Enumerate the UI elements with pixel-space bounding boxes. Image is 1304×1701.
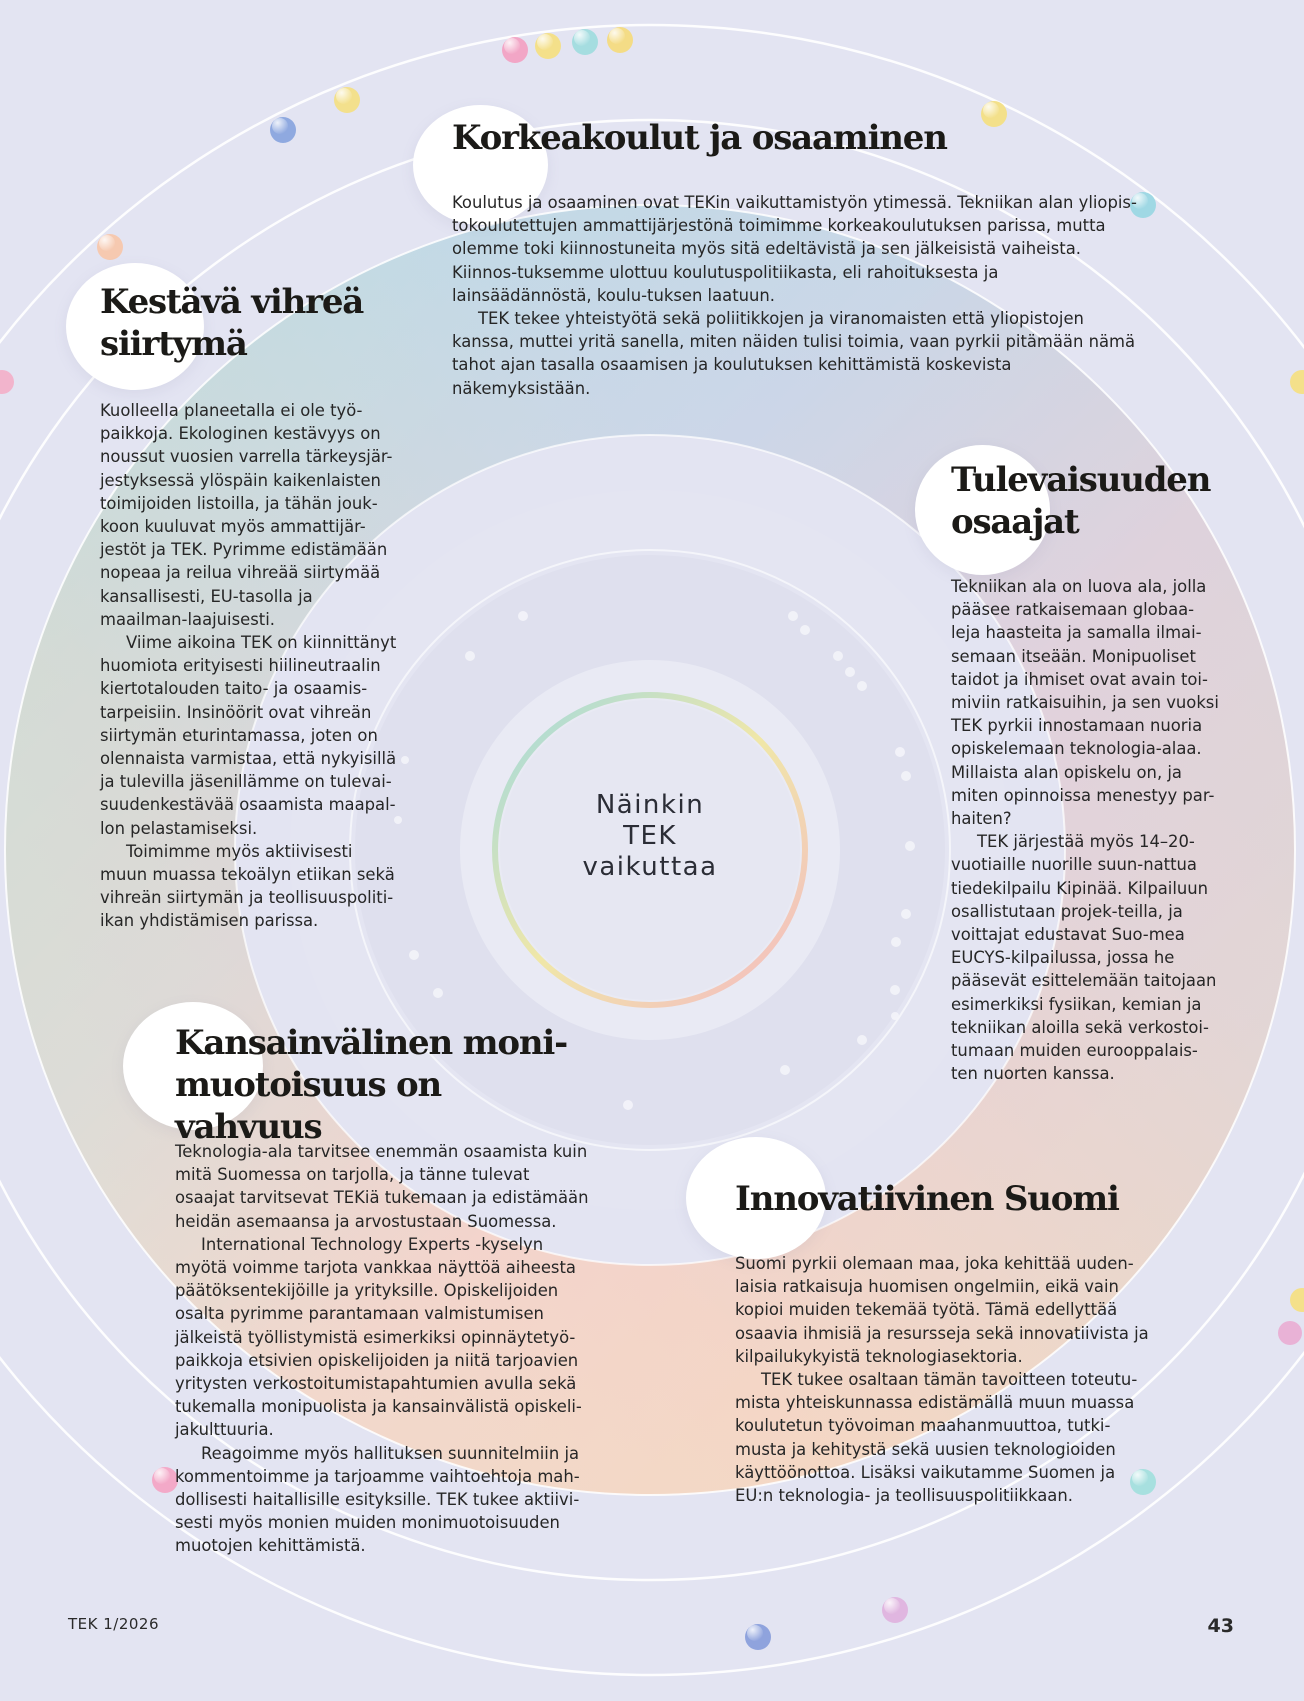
- section-body-kestava: [100, 399, 400, 933]
- section-title-innovatiivinen: Innovatiivinen Suomi: [735, 1179, 1119, 1219]
- paragraph: TEK tekee yhteistyötä sekä poliitikkojen ja viranomaisten että yliopistojen kanssa, muttei yritä sanella, miten näiden tulisi toimia, vaan pyrkii pitämään nämä tahot ajan tasalla osaamisen ja koulutuksen kehittämistä koskevista näkemyksistään.: [452, 309, 1136, 398]
- paragraph: Kuolleella planeetalla ei ole työ-paikkoja. Ekologinen kestävyys on noussut vuosien varrella tärkeysjär-jestyksessä ylöspäin kaikenlaisten toimijoiden listoilla, ja tähän jouk-koon kuuluvat myös ammattijär-jestöt ja TEK. Pyrimme edistämään nopeaa ja reilua vihreää siirtymää kansallisesti, EU-tasolla ja maailman-laajuisesti.: [100, 401, 393, 629]
- section-title-kansainvalinen: Kansainvälinen moni-muotoisuus on vahvuus: [175, 1023, 568, 1147]
- paragraph: Viime aikoina TEK on kiinnittänyt huomiota erityisesti hiilineutraalin kiertotalouden taito- ja osaamis-tarpeisiin. Insinöörit ovat vihreän siirtymän eturintamassa, joten on olennaista varmistaa, että nykyisillä ja tulevilla jäsenillämme on tulevai-suudenkestävää osaamista maapal-lon pelastamiseksi.: [100, 633, 397, 838]
- section-title-korkeakoulut: Korkeakoulut ja osaaminen: [452, 118, 947, 158]
- paragraph: Teknologia-ala tarvitsee enemmän osaamista kuin mitä Suomessa on tarjolla, ja tänne tulevat osaajat tarvitsevat TEKiä tukemaan ja edistämään heidän asemaansa ja arvostustaan Suomessa.: [175, 1142, 589, 1231]
- center-title: Näinkin TEK vaikuttaa: [582, 790, 718, 882]
- section-title-tulevaisuuden: Tulevaisuuden osaajat: [951, 460, 1211, 542]
- paragraph: Koulutus ja osaaminen ovat TEKin vaikuttamistyön ytimessä. Tekniikan alan yliopis-tokoulutettujen ammattijärjestönä toimimme korkeakoulutuksen parissa, mutta olemme toki kiinnostuneita myös sitä edeltävistä ja sen jälkeisistä vaiheista. Kiinnos-tuksemme ulottuu koulutuspolitiikasta, eli rahoituksesta ja lainsäädännöstä, koulu-tuksen laatuun.: [452, 193, 1137, 305]
- paragraph: Reagoimme myös hallituksen suunnitelmiin ja kommentoimme ja tarjoamme vaihtoehtoja mah-dollisesti haitallisille esityksille. TEK tukee aktiivi-sesti myös monien muiden monimuotoisuuden muotojen kehittämistä.: [175, 1443, 580, 1556]
- paragraph: Toimimme myös aktiivisesti muun muassa tekoälyn etiikan sekä vihreän siirtymän ja teollisuuspoliti-ikan yhdistämisen parissa.: [100, 841, 395, 931]
- section-body-tulevaisuuden: [951, 575, 1221, 1085]
- section-body-innovatiivinen: [735, 1252, 1150, 1507]
- page-number: 43: [1207, 1615, 1234, 1637]
- paragraph: TEK järjestää myös 14–20-vuotiaille nuorille suun-nattua tiedekilpailu Kipinää. Kilpailuun osallistutaan projek-teilla, ja voittajat edustavat Suo-mea EUCYS-kilpailussa, jossa he pääsevät esittelemään taitojaan esimerkiksi fysiikan, kemian ja tekniikan aloilla sekä verkostoi-tumaan muiden eurooppalais-ten nuorten kanssa.: [951, 832, 1217, 1084]
- section-title-kestava: Kestävä vihreä siirtymä: [100, 282, 364, 364]
- issue-label: TEK 1/2026: [68, 1615, 160, 1633]
- paragraph: TEK tukee osaltaan tämän tavoitteen toteutu-mista yhteiskunnassa edistämällä muun muassa koulutetun työvoiman maahanmuuttoa, tutki-musta ja kehitystä sekä uusien teknologioiden käyttöönottoa. Lisäksi vaikutamme Suomen ja EU:n teknologia- ja teollisuuspolitiikkaan.: [735, 1370, 1138, 1506]
- paragraph: Suomi pyrkii olemaan maa, joka kehittää uuden-laisia ratkaisuja huomisen ongelmiin, eikä vain kopioi muiden tekemää työtä. Tämä edellyttää osaavia ihmisiä ja resursseja sekä innovatiivista ja kilpailukykyistä teknologiasektoria.: [735, 1254, 1149, 1366]
- paragraph: Tekniikan ala on luova ala, jolla pääsee ratkaisemaan globaa-leja haasteita ja samalla ilmai-semaan itseään. Monipuoliset taidot ja ihmiset ovat avain toi-miviin ratkaisuihin, ja sen vuoksi TEK pyrkii innostamaan nuoria opiskelemaan teknologia-alaa. Millaista alan opiskelu on, ja miten opinnoissa menestyy par-haiten?: [951, 577, 1219, 829]
- paragraph: International Technology Experts -kyselyn myötä voimme tarjota vankkaa näyttöä aiheesta päätöksentekijöille ja yrityksille. Opiskelijoiden osalta pyrimme parantamaan valmistumisen jälkeistä työllistymistä esimerkiksi opinnäytetyö-paikkoja etsivien opiskelijoiden ja niitä tarjoavien yritysten verkostoitumistapahtumien avulla sekä tukemalla monipuolista ja kansainvälistä opiskeli-jakulttuuria.: [175, 1234, 582, 1440]
- section-body-kansainvalinen: [175, 1140, 590, 1558]
- section-body-korkeakoulut: [452, 191, 1137, 400]
